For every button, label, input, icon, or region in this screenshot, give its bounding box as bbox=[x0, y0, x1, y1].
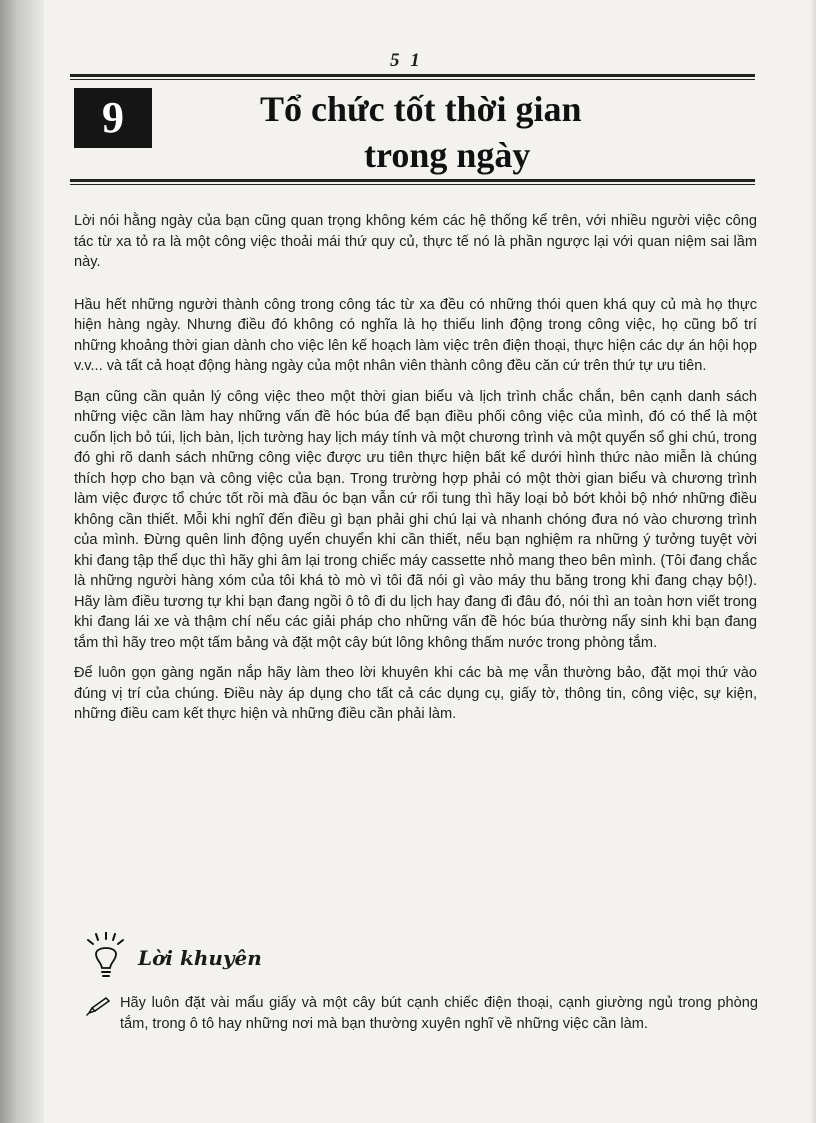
chapter-number-badge: 9 bbox=[74, 88, 152, 148]
header-rule-top-thin bbox=[70, 79, 755, 80]
header-rule-bottom-thin bbox=[70, 184, 755, 185]
book-spine-shadow bbox=[0, 0, 44, 1123]
paragraph: Lời nói hằng ngày của bạn cũng quan trọng không kém các hệ thống kể trên, với nhiều người việc công tác từ xa tỏ ra là một công việc thoải mái thứ quy củ, thực tế nó là phần ngược lại với quan niệm sai lầm này. bbox=[74, 213, 757, 270]
page-edge bbox=[810, 0, 816, 1123]
body-text bbox=[74, 211, 757, 735]
lightbulb-icon bbox=[82, 932, 130, 982]
tip-header bbox=[82, 932, 382, 982]
paragraph: Bạn cũng cần quản lý công việc theo một thời gian biểu và lịch trình chắc chắn, bên cạnh danh sách những việc cần làm hay những vấn đề hóc búa để bạn điều phối công việc của mình, đó có thể là một cuốn lịch bỏ túi, lịch bàn, lịch tường hay lịch máy tính và một chương trình và một quyển sổ ghi chú, trong đó ghi rõ danh sách những công việc được ưu tiên thực hiện bất kể dưới hình thức nào miễn là chúng thích hợp cho bạn và công việc của bạn. Trong trường hợp phải có một thời gian biểu và chương trình làm việc được tổ chức tốt rồi mà đầu óc bạn vẫn cứ rối tung thì hãy loại bỏ bớt khỏi bộ nhớ những điều không cần thiết. Mỗi khi nghĩ đến điều gì bạn phải ghi chú lại và nhanh chóng đưa nó vào chương trình của mình. Đừng quên linh động uyển chuyển khi cần thiết, nếu bạn nghiệm ra những ý tưởng tuyệt vời khi đang tập thể dục thì hãy ghi âm lại trong chiếc máy cassette nhỏ mang theo bên mình. (Tôi đang chắc là những người hàng xóm của tôi khá tò mò vì tôi đã nói gì vào máy thu băng trong khi đang chạy bộ!). Hãy làm điều tương tự khi bạn đang ngồi ô tô đi du lịch hay đang đi đâu đó, nói thì an toàn hơn viết trong khi đang lái xe và thậm chí nếu các giải pháp cho những vấn đề hóc búa thường nẩy sinh khi bạn đang tắm thì hãy treo một tấm bảng và đặt một cây bút lông không thấm nước trong phòng tắm. bbox=[74, 388, 757, 651]
page-number: 5 1 bbox=[390, 50, 423, 71]
chapter-title-line1: Tổ chức tốt thời gian bbox=[260, 89, 582, 129]
header-rule-top bbox=[70, 74, 755, 77]
tip-title: Lời khuyên bbox=[138, 946, 262, 970]
chapter-title-line2: trong ngày bbox=[364, 135, 531, 175]
paragraph: Để luôn gọn gàng ngăn nắp hãy làm theo lời khuyên khi các bà mẹ vẫn thường bảo, đặt mọi thứ vào đúng vị trí của chúng. Điều này áp dụng cho tất cả các dụng cụ, giấy tờ, thông tin, công việc, sự kiện, những điều cam kết thực hiện và những điều cần phải làm. bbox=[74, 665, 757, 722]
paragraph: Hầu hết những người thành công trong công tác từ xa đều có những thói quen khá quy củ mà họ thực hiện hàng ngày. Nhưng điều đó không có nghĩa là họ thiếu linh động trong công việc, họ cũng bố trí những khoảng thời gian dành cho việc lên kế hoạch làm việc trên điện thoại, thực hiện các dự án hội họp v.v... và tất cả hoạt động hàng ngày của một nhân viên thành công đều căn cứ trên thứ tự ưu tiên. bbox=[74, 296, 757, 374]
pen-icon bbox=[86, 996, 112, 1016]
chapter-title bbox=[200, 86, 720, 178]
tip-text: Hãy luôn đặt vài mẩu giấy và một cây bút cạnh chiếc điện thoại, cạnh giường ngủ trong phòng tắm, trong ô tô hay những nơi mà bạn thường xuyên nghĩ về những việc cần làm. bbox=[120, 995, 758, 1032]
header-rule-bottom bbox=[70, 179, 755, 182]
